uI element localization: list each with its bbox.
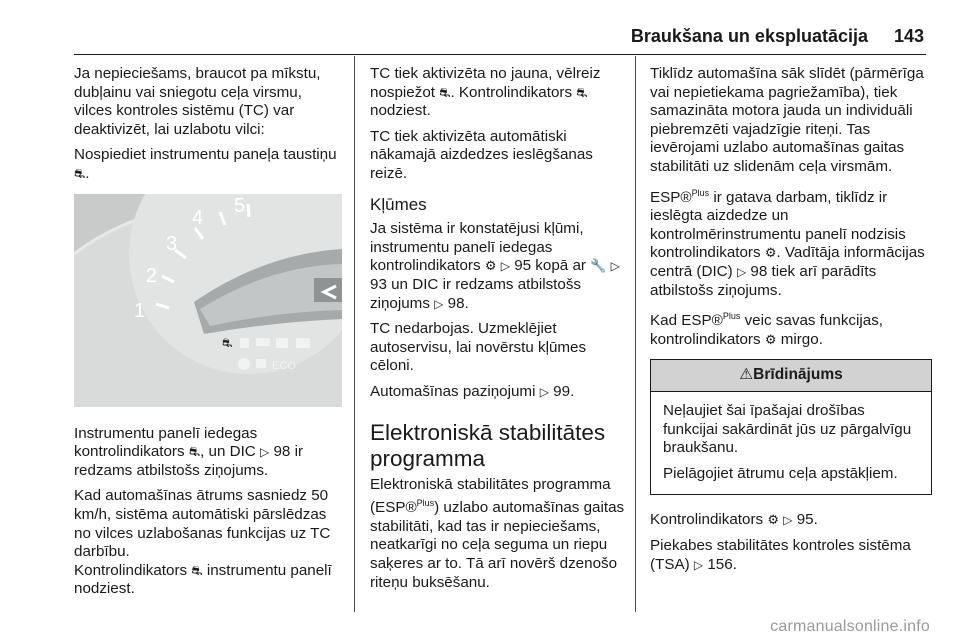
page-number: 143 bbox=[893, 26, 924, 46]
reference-arrow-icon: ▷ bbox=[610, 259, 620, 274]
paragraph: Kad automašīnas ātrums sasniedz 50 km/h, sistēma automātiski pārslēdzas no vilces uzlabošanas funkcijas uz TC darbību. bbox=[74, 487, 331, 561]
watermark: carmanualsonline.info bbox=[770, 618, 930, 635]
gauge-label: 1 bbox=[134, 299, 146, 322]
column-divider-1 bbox=[354, 56, 355, 612]
traction-control-icon: ⛐ bbox=[439, 84, 451, 100]
gauge-label: 2 bbox=[146, 264, 158, 287]
instrument-panel-figure bbox=[74, 194, 342, 407]
esp-icon: ⚙ bbox=[764, 245, 777, 261]
esp-icon: ⚙ bbox=[764, 331, 777, 347]
reference-arrow-icon: ▷ bbox=[693, 557, 704, 572]
wrench-icon: 🔧 bbox=[590, 258, 607, 274]
paragraph: Instrumentu panelī iedegas kontrolindikators ⛐, un DIC ▷ 98 ir redzams atbilstošs ziņojums. bbox=[74, 424, 304, 479]
column-3 bbox=[650, 65, 932, 581]
paragraph: Neļaujiet šai īpašajai drošības funkcijai sakārdināt jūs uz pārgalvīgu braukšanu. bbox=[663, 402, 912, 457]
warning-triangle-icon: ⚠ bbox=[739, 366, 754, 384]
gauge-label: 4 bbox=[192, 206, 204, 229]
esp-icon: ⚙ bbox=[484, 258, 497, 274]
section-heading-faults: Kļūmes bbox=[370, 194, 427, 214]
paragraph: Ja sistēma ir konstatējusi kļūmi, instrumentu panelī iedegas kontrolindikators ⚙ ▷ 95 kopā ar 🔧 ▷ 93 un DIC ir redzams atbilstošs ziņojums ▷ 98. bbox=[370, 220, 620, 312]
traction-control-icon: ⛐ bbox=[74, 165, 86, 181]
traction-control-icon: ⛐ bbox=[188, 444, 201, 460]
reference-arrow-icon: ▷ bbox=[434, 296, 444, 311]
paragraph: Pielāgojiet ātrumu ceļa apstākļiem. bbox=[663, 464, 898, 482]
warning-header: ⚠Brīdinājums bbox=[651, 360, 931, 392]
reference-arrow-icon: ▷ bbox=[539, 384, 549, 399]
paragraph: Kontrolindikators ⛐ instrumentu panelī nodziest. bbox=[74, 561, 332, 598]
column-divider-2 bbox=[635, 56, 636, 612]
paragraph: Nospiediet instrumentu paneļa taustiņu ⛐. bbox=[74, 146, 337, 182]
warning-box bbox=[650, 359, 932, 495]
eco-label: ECO bbox=[272, 359, 296, 372]
section-heading-esp: Elektroniskā stabilitātes programma bbox=[370, 419, 606, 471]
paragraph: Elektroniskā stabilitātes programma (ESP®$^{Plus}$) uzlabo automašīnas gaitas stabilitāti, kad tas ir nepieciešams, neatkarīgi no ceļa seguma un riepu saķeres ar to. Tā arī novērš dzenošo riteņu buksēšanu. bbox=[370, 475, 625, 591]
instrument-panel-illustration bbox=[74, 194, 342, 407]
warning-body bbox=[651, 392, 931, 494]
column-1 bbox=[74, 65, 344, 606]
paragraph: Kad ESP®$^{Plus}$ veic savas funkcijas, kontrolindikators ⚙ mirgo. bbox=[650, 311, 884, 348]
paragraph: TC nedarbojas. Uzmeklējiet autoservisu, lai novērstu kļūmes cēloni. bbox=[370, 320, 587, 375]
paragraph: Piekabes stabilitātes kontroles sistēma (TSA) ▷ 156. bbox=[650, 537, 911, 573]
esp-icon: ⚙ bbox=[767, 512, 780, 528]
traction-control-icon: ⛐ bbox=[576, 84, 588, 100]
paragraph: Automašīnas paziņojumi ▷ 99. bbox=[370, 382, 575, 400]
page-header-title: Braukšana un ekspluatācija bbox=[630, 26, 868, 46]
reference-arrow-icon: ▷ bbox=[736, 265, 747, 279]
reference-arrow-icon: ▷ bbox=[500, 259, 510, 274]
paragraph: Ja nepieciešams, braucot pa mīkstu, dubļainu vai sniegotu ceļa virsmu, vilces kontroles sistēmu (TC) var deaktivizēt, lai uzlabotu vilci: bbox=[74, 65, 321, 138]
column-2 bbox=[370, 65, 632, 599]
gauge-label: 3 bbox=[166, 232, 178, 255]
paragraph: TC tiek aktivizēta no jauna, vēlreiz nospiežot ⛐. Kontrolindikators ⛐ nodziest. bbox=[370, 65, 601, 120]
svg-text:⛐: ⛐ bbox=[222, 335, 233, 350]
header-divider bbox=[74, 54, 926, 55]
paragraph: Tiklīdz automašīna sāk slīdēt (pārmērīga vai nepietiekama pagriežamība), tiek samazināta motora jauda un individuāli piebremzēti vajadzīgie riteņi. Tas ievērojami uzlabo automašīnas gaitas stabilitāti uz slidenām ceļa virsmām. bbox=[650, 65, 924, 175]
gauge-label: 5 bbox=[234, 194, 246, 217]
traction-control-icon: ⛐ bbox=[191, 562, 203, 578]
paragraph: ESP®$^{Plus}$ ir gatava darbam, tiklīdz ir ieslēgta aizdedze un kontrolmērinstrumentu panelī nodzisis kontrolindikators ⚙. Vadītāja informācijas centrā (DIC) ▷ 98 tiek arī parādīts atbilstošs ziņojums. bbox=[650, 187, 925, 299]
reference-arrow-icon: ▷ bbox=[783, 513, 793, 528]
paragraph: TC tiek aktivizēta automātiski nākamajā aizdedzes ieslēgšanas reizē. bbox=[370, 127, 593, 182]
paragraph: Kontrolindikators ⚙ ▷ 95. bbox=[650, 511, 818, 529]
reference-arrow-icon: ▷ bbox=[260, 445, 270, 460]
